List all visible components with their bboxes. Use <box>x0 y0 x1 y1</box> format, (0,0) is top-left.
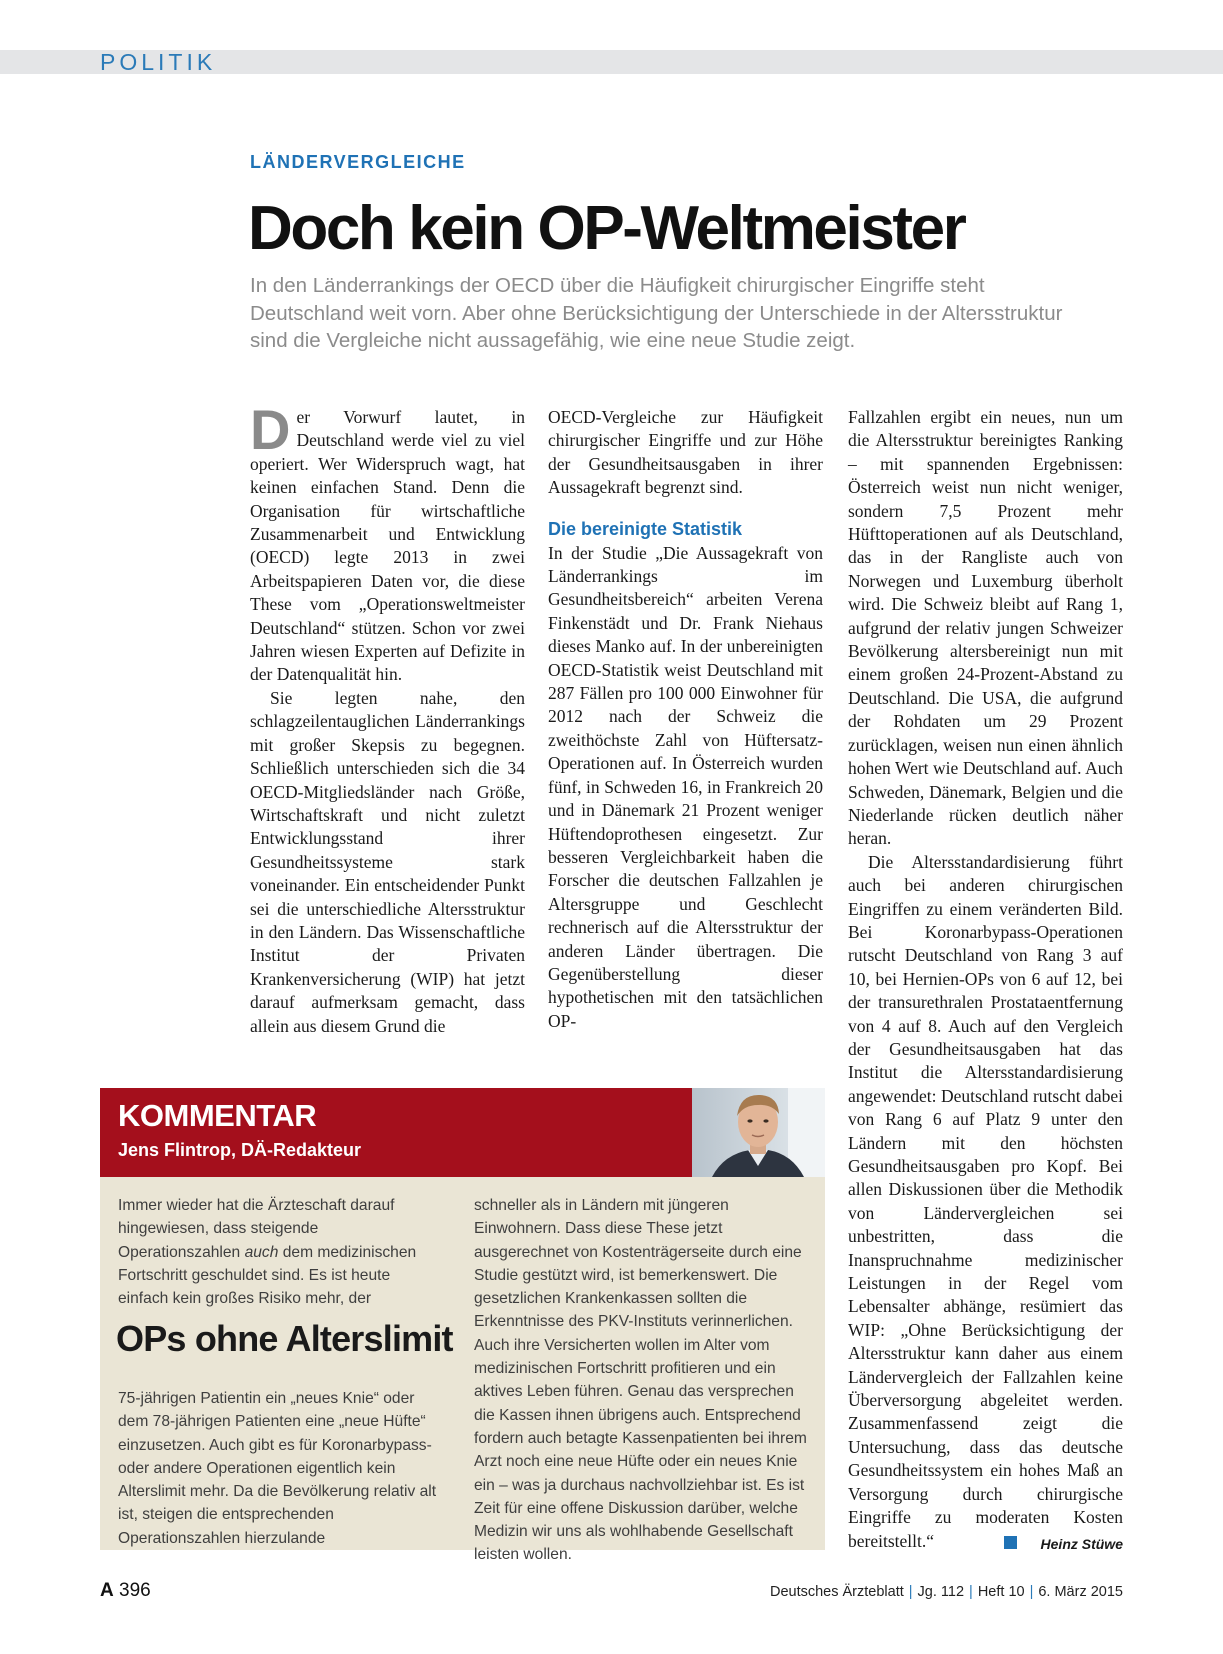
article-lead: In den Länderrankings der OECD über die Häufigkeit chirurgischer Eingriffe steht Deutschland weit vorn. Aber ohne Berücksichtigung der Unterschiede in der Altersstruktur sind die Vergleiche nicht aussagefähig, wie eine neue Studie zeigt. <box>250 274 1063 352</box>
article-column-1 <box>250 398 525 1046</box>
section-label: POLITIK <box>100 49 217 75</box>
comment-column-1-bottom <box>118 1387 443 1550</box>
comment-paragraph <box>118 1194 443 1310</box>
article-paragraph: OECD-Vergleiche zur Häufigkeit chirurgischer Eingriffe und zur Höhe der Gesundheitsausgaben in ihrer Aussagekraft begrenzt sind. <box>548 407 823 498</box>
comment-column-1-top <box>118 1194 443 1310</box>
comment-column-2 <box>474 1194 809 1567</box>
footer-separator: | <box>908 1584 913 1600</box>
article-paragraph: Fallzahlen ergibt ein neues, nun um die Altersstruktur bereinigtes Ranking – mit spannenden Ergebnissen: Österreich weist nun nicht weniger, sondern 7,5 Prozent mehr Hüfttoperationen auf als Deutschland, das in der Rangliste auch von Norwegen und Luxemburg überholt wird. Die Schweiz bleibt auf Rang 1, aufgrund der relativ jungen Schweizer Bevölkerung altersbereinigt nun mit einem großen 24-Prozent-Abstand zu Deutschland. Die USA, die aufgrund der Rohdaten um 29 Prozent zurücklagen, weisen nun einen ähnlich hohen Wert wie Deutschland auf. Auch Schweden, Dänemark, Belgien und die Niederlande rücken deutlich näher heran. <box>848 407 1123 849</box>
paragraph-text: er Vorwurf lautet, in Deutschland werde viel zu viel operiert. Wer Widerspruch wagt, hat keinen einfachen Stand. Denn die Organisation für wirtschaftliche Zusammenarbeit und Entwicklung (OECD) legte 2013 in zwei Arbeitspapieren Daten vor, die diese These vom „Operationsweltmeister Deutschland“ stützen. Schon vor zwei Jahren wiesen Experten auf Defizite in der Datenqualität hin. <box>250 407 525 685</box>
comment-paragraph: 75-jährigen Patientin ein „neues Knie“ oder dem 78-jährigen Patienten eine „neue Hüfte“ einzusetzen. Auch gibt es für Koronarbypass- oder andere Operationen eigentlich kein Alterslimit mehr. Da die Bevölkerung relativ alt ist, steigen die entsprechenden Operationszahlen hierzulande <box>118 1390 437 1547</box>
article-kicker: LÄNDERVERGLEICHE <box>250 152 466 172</box>
comment-paragraph: schneller als in Ländern mit jüngeren Einwohnern. Dass diese These jetzt ausgerechnet von Kostenträgerseite durch eine Studie gestützt wird, ist bemerkenswert. Die gesetzlichen Krankenkassen sollten die Erkenntnisse des PKV-Instituts verinnerlichen. Auch ihre Versicherten wollen im Alter vom medizinischen Fortschritt profitieren und ein aktives Leben führen. Genau das versprechen die Kassen ihnen übrigens auch. Entsprechend fordern auch betagte Kassenpatienten bei ihrem Arzt noch eine neue Hüfte oder ein neues Knie ein – was ja durchaus nachvollziehbar ist. Es ist Zeit für eine offene Diskussion darüber, welche Medizin wir uns als wohlhabende Gesellschaft leisten wollen. <box>474 1197 807 1564</box>
article-paragraph: In der Studie „Die Aussagekraft von Länderrankings im Gesundheitsbereich“ arbeiten Verena Finkenstädt und Dr. Frank Niehaus dieses Manko auf. In der unbereinigten OECD-Statistik weist Deutschland mit 287 Fällen pro 100 000 Einwohner für 2012 nach der Schweiz die zweithöchste Zahl von Hüftersatz-Operationen auf. In Österreich wurden fünf, in Schweden 16, in Frankreich 20 und in Dänemark 21 Prozent weniger Hüftendoprothesen eingesetzt. Zur besseren Vergleichbarkeit haben die Forscher die deutschen Fallzahlen je Altersgruppe und Geschlecht rechnerisch auf die Altersstruktur der anderen Länder übertragen. Die Gegenüberstellung dieser hypothetischen mit den tatsächlichen OP- <box>548 542 823 1031</box>
author-portrait <box>692 1088 825 1177</box>
page-prefix: A <box>100 1580 114 1601</box>
journal-name: Deutsches Ärzteblatt <box>769 1584 904 1600</box>
article-column-2 <box>548 406 823 1046</box>
journal-date: 6. März 2015 <box>1038 1584 1123 1600</box>
article-paragraph <box>848 851 1123 1553</box>
footer-separator: | <box>969 1584 973 1600</box>
comment-label: KOMMENTAR <box>118 1098 317 1133</box>
page-number <box>100 1580 151 1602</box>
paragraph-text: Die Altersstandardisierung führt auch bei anderen chirurgischen Eingriffen zu einem veränderten Bild. Bei Koronarbypass-Operationen rutscht Deutschland von Rang 3 auf 10, bei Hernien-OPs von 6 auf 12, bei der transurethralen Prostataentfernung von 4 auf 8. Auch auf den Vergleich der Gesundheitsausgaben hat das Institut die Altersstandardisierung angewendet: Deutschland rutscht dabei von Rang 6 auf Platz 9 unter den Ländern mit den höchsten Gesundheitsausgaben pro Kopf. Bei allen Diskussionen über die Methodik von Ländervergleichen sei unbestritten, dass die Inanspruchnahme medizinischer Leistungen in der Regel vom Lebensalter abhänge, resümiert das WIP: „Ohne Berücksichtigung der Altersstruktur kann daher aus einem Ländervergleich der Fallzahlen keine Überversorgung abgeleitet werden. Zusammenfassend zeigt die Untersuchung, dass das deutsche Gesundheitssystem ein hohes Maß an Versorgung durch chirurgische Eingriffe zu moderaten Kosten bereitstellt.“ <box>848 851 1123 1551</box>
journal-volume: Jg. 112 <box>917 1584 965 1600</box>
portrait-image <box>692 1088 825 1177</box>
article-subheading: Die bereinigte Statistik <box>548 518 743 539</box>
comment-emphasis: auch <box>244 1243 279 1261</box>
comment-text: Immer wieder hat die Ärzteschaft darauf hingewiesen, dass steigende Operationszahlen <box>118 1197 395 1261</box>
article-paragraph: Sie legten nahe, den schlagzeilentauglichen Länderrankings mit großer Skepsis zu begegnen. Schließlich unterschieden sich die 34 OECD-Mitgliedsländer nach Größe, Wirtschaftskraft und nicht zuletzt Entwicklungsstand ihrer Gesundheitssysteme stark voneinander. Ein entscheidender Punkt sei die unterschiedliche Altersstruktur in den Ländern. Das Wissenschaftliche Institut der Privaten Krankenversicherung (WIP) hat jetzt darauf aufmerksam gemacht, dass allein aus diesem Grund die <box>250 687 525 1036</box>
journal-issue: Heft 10 <box>977 1584 1025 1600</box>
drop-cap: D <box>250 398 291 461</box>
page-number-value: 396 <box>119 1580 151 1601</box>
comment-headline: OPs ohne Alterslimit <box>116 1318 453 1359</box>
comment-author: Jens Flintrop, DÄ-Redakteur <box>118 1140 362 1160</box>
footer-separator: | <box>1029 1584 1034 1600</box>
article-author: Heinz Stüwe <box>1040 1536 1123 1552</box>
footer-info <box>770 1584 1123 1600</box>
comment-text: dem medizinischen Fortschritt geschuldet sind. Es ist heute einfach kein großes Risiko mehr, der <box>118 1243 417 1308</box>
article-headline: Doch kein OP-Weltmeister <box>248 194 965 263</box>
article-paragraph <box>250 398 525 687</box>
